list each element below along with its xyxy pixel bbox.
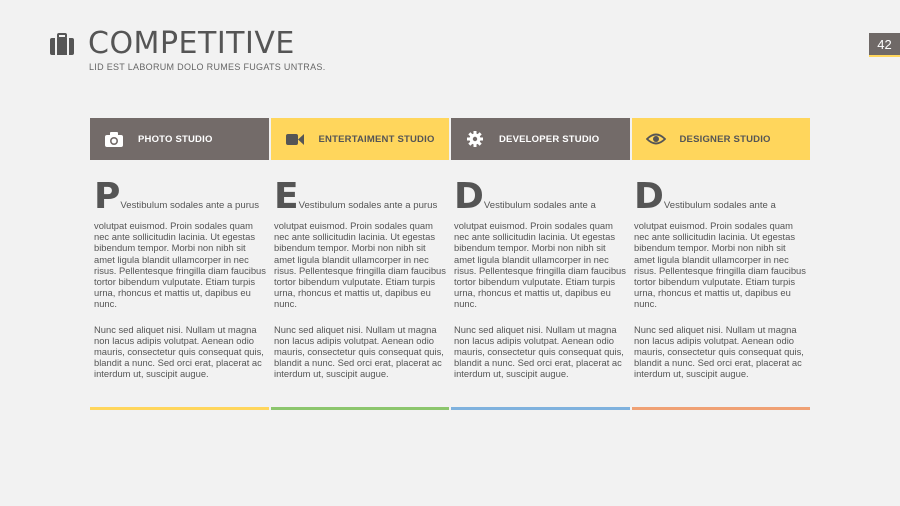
paragraph: volutpat euismod. Proin sodales quam nec ante sollicitudin lacinia. Ut egestas bibendum tempor. Morbi non nibh sit amet ligula blandit ullamcorper in nec risus. Pellentesque fringilla diam faucibus tortor bibendum vulputate. Etiam turpis urna, rhoncus et mattis ut, dapibus eu nunc. xyxy=(94,220,266,310)
page-number: 42 xyxy=(869,33,900,55)
drop-cap: D xyxy=(454,176,484,217)
bar-yellow xyxy=(90,407,269,410)
studio-tabs xyxy=(90,118,810,160)
lead-text: Vestibulum sodales ante a xyxy=(663,200,776,211)
column-photo-studio xyxy=(90,176,270,394)
bar-blue xyxy=(451,407,630,410)
paragraph: Nunc sed aliquet nisi. Nullam ut magna non lacus adipis volutpat. Aenean odio mauris, consectetur quis consequat quis, blandit a nunc. Sed orci erat, placerat ac interdum ut, suscipit augue. xyxy=(634,323,804,380)
paragraph: volutpat euismod. Proin sodales quam nec ante sollicitudin lacinia. Ut egestas bibendum tempor. Morbi non nibh sit amet ligula blandit ullamcorper in nec risus. Pellentesque fringilla diam faucibus tortor bibendum vulputate. Etiam turpis urna, rhoncus et mattis ut, dapibus eu nunc. xyxy=(454,220,626,310)
bar-green xyxy=(271,407,450,410)
camera-icon xyxy=(104,129,124,149)
paragraph: Nunc sed aliquet nisi. Nullam ut magna non lacus adipis volutpat. Aenean odio mauris, consectetur quis consequat quis, blandit a nunc. Sed orci erat, placerat ac interdum ut, suscipit augue. xyxy=(454,323,624,380)
page-subtitle: LID EST LABORUM DOLO RUMES FUGATS UNTRAS. xyxy=(89,62,326,72)
tab-entertaiment-studio[interactable] xyxy=(271,118,452,160)
page-title: COMPETITIVE xyxy=(88,26,295,61)
column-lead xyxy=(634,176,806,217)
lead-text: Vestibulum sodales ante a purus xyxy=(298,200,438,211)
tab-label: ENTERTAIMENT STUDIO xyxy=(318,133,435,145)
column-lead xyxy=(454,176,626,217)
video-camera-icon xyxy=(285,129,305,149)
briefcase-icon xyxy=(50,33,74,55)
tab-label: DEVELOPER STUDIO xyxy=(499,133,600,145)
tab-label: PHOTO STUDIO xyxy=(138,133,213,145)
gear-icon xyxy=(465,129,485,149)
paragraph: Nunc sed aliquet nisi. Nullam ut magna non lacus adipis volutpat. Aenean odio mauris, consectetur quis consequat quis, blandit a nunc. Sed orci erat, placerat ac interdum ut, suscipit augue. xyxy=(94,323,264,380)
eye-icon xyxy=(646,129,666,149)
studio-columns xyxy=(90,176,810,394)
tab-designer-studio[interactable] xyxy=(632,118,811,160)
column-lead xyxy=(274,176,446,217)
bar-orange xyxy=(632,407,811,410)
column-designer-studio xyxy=(630,176,810,394)
tab-label: DESIGNER STUDIO xyxy=(679,133,771,145)
drop-cap: P xyxy=(94,176,121,217)
lead-text: Vestibulum sodales ante a xyxy=(483,200,596,211)
column-entertaiment-studio xyxy=(270,176,450,394)
drop-cap: D xyxy=(634,176,664,217)
lead-text: Vestibulum sodales ante a purus xyxy=(120,200,260,211)
header xyxy=(50,28,295,60)
paragraph: Nunc sed aliquet nisi. Nullam ut magna non lacus adipis volutpat. Aenean odio mauris, consectetur quis consequat quis, blandit a nunc. Sed orci erat, placerat ac interdum ut, suscipit augue. xyxy=(274,323,444,380)
drop-cap: E xyxy=(274,176,299,217)
color-bars xyxy=(90,407,810,410)
tab-photo-studio[interactable] xyxy=(90,118,271,160)
tab-developer-studio[interactable] xyxy=(451,118,632,160)
column-developer-studio xyxy=(450,176,630,394)
column-lead xyxy=(94,176,266,217)
paragraph: volutpat euismod. Proin sodales quam nec ante sollicitudin lacinia. Ut egestas bibendum tempor. Morbi non nibh sit amet ligula blandit ullamcorper in nec risus. Pellentesque fringilla diam faucibus tortor bibendum vulputate. Etiam turpis urna, rhoncus et mattis ut, dapibus eu nunc. xyxy=(634,220,806,310)
paragraph: volutpat euismod. Proin sodales quam nec ante sollicitudin lacinia. Ut egestas bibendum tempor. Morbi non nibh sit amet ligula blandit ullamcorper in nec risus. Pellentesque fringilla diam faucibus tortor bibendum vulputate. Etiam turpis urna, rhoncus et mattis ut, dapibus eu nunc. xyxy=(274,220,446,310)
